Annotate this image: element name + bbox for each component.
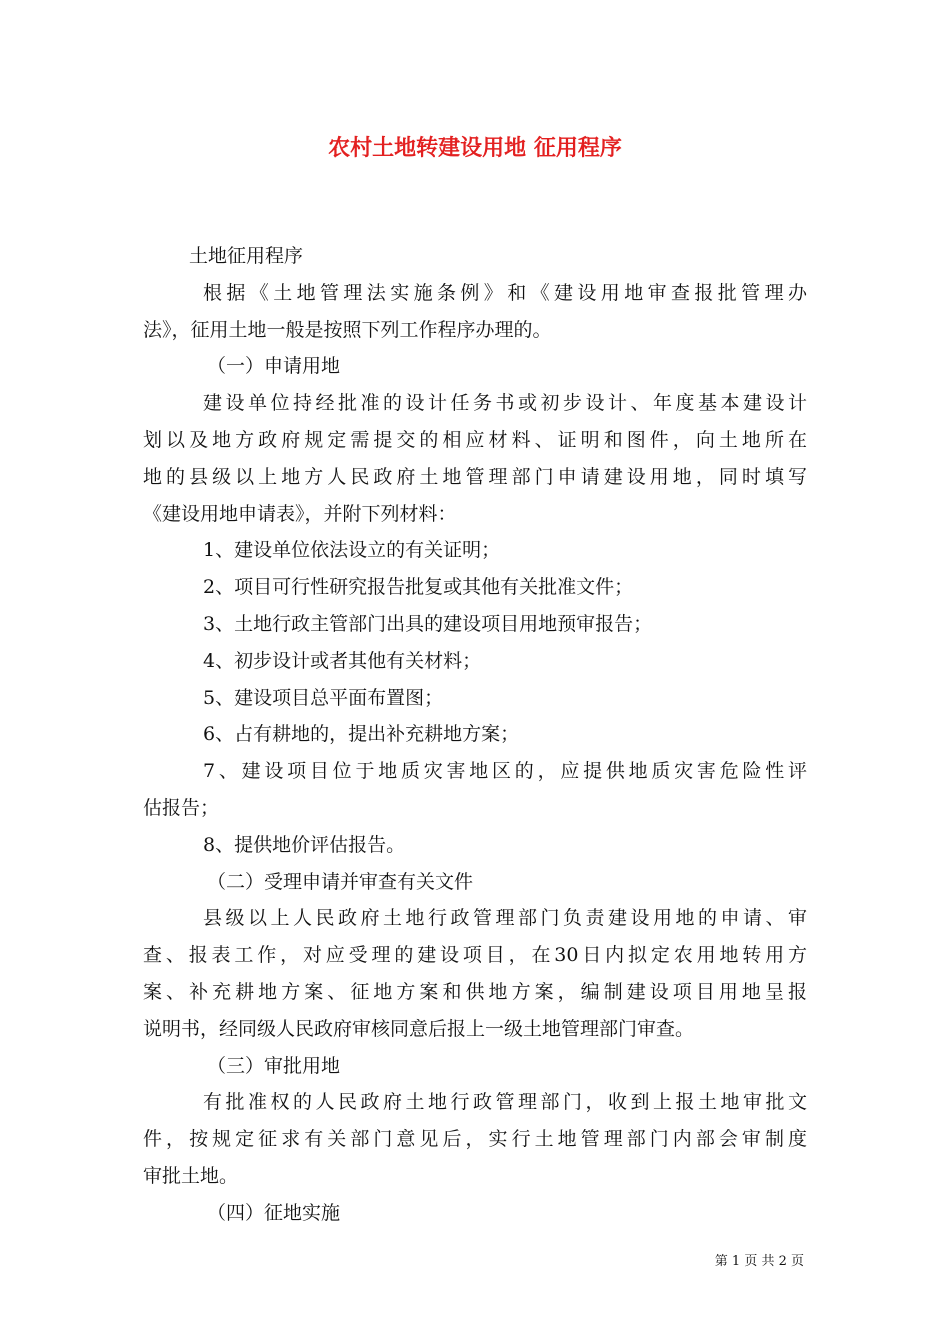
paragraph-line: 查、报表工作，对应受理的建设项目，在30日内拟定农用地转用方: [143, 944, 807, 967]
paragraph-line: 审批土地。: [143, 1164, 239, 1187]
document-title: 农村土地转建设用地 征用程序: [328, 135, 622, 161]
paragraph-line: 划以及地方政府规定需提交的相应材料、证明和图件，向土地所在: [143, 428, 807, 451]
list-item: 5、建设项目总平面布置图；: [203, 686, 444, 709]
section-heading: 土地征用程序: [189, 245, 304, 267]
list-item-continuation: 估报告；: [143, 796, 220, 819]
paragraph-line: 说明书，经同级人民政府审核同意后报上一级土地管理部门审查。: [143, 1017, 695, 1040]
paragraph-line: 法》，征用土地一般是按照下列工作程序办理的。: [143, 318, 552, 341]
list-item: 6、占有耕地的，提出补充耕地方案；: [203, 723, 520, 746]
list-item: 3、土地行政主管部门出具的建设项目用地预审报告；: [203, 612, 653, 635]
paragraph-line: 件，按规定征求有关部门意见后，实行土地管理部门内部会审制度: [143, 1128, 807, 1151]
paragraph-line: 地的县级以上地方人民政府土地管理部门申请建设用地，同时填写: [143, 465, 807, 488]
list-item: 8、提供地价评估报告。: [203, 833, 406, 856]
list-item: 2、项目可行性研究报告批复或其他有关批准文件；: [203, 576, 634, 599]
document-body: [143, 238, 807, 1232]
list-item: 1、建设单位依法设立的有关证明；: [203, 539, 501, 562]
subsection-heading: （一）申请用地: [207, 355, 341, 378]
subsection-heading: （三）审批用地: [207, 1054, 341, 1077]
paragraph-line: 案、补充耕地方案、征地方案和供地方案，编制建设项目用地呈报: [143, 980, 807, 1003]
paragraph-line: 《建设用地申请表》，并附下列材料：: [143, 502, 457, 525]
list-item: 7、建设项目位于地质灾害地区的，应提供地质灾害危险性评: [203, 760, 807, 783]
subsection-heading: （四）征地实施: [207, 1201, 341, 1224]
paragraph-line: 有批准权的人民政府土地行政管理部门，收到上报土地审批文: [203, 1091, 807, 1114]
paragraph-line: 县级以上人民政府土地行政管理部门负责建设用地的申请、审: [203, 907, 807, 930]
page-number-footer: 第 1 页 共 2 页: [714, 1254, 804, 1269]
paragraph-line: 根据《土地管理法实施条例》和《建设用地审查报批管理办: [203, 281, 807, 304]
subsection-heading: （二）受理申请并审查有关文件: [207, 870, 474, 893]
list-item: 4、初步设计或者其他有关材料；: [203, 649, 482, 672]
paragraph-line: 建设单位持经批准的设计任务书或初步设计、年度基本建设计: [203, 392, 807, 415]
